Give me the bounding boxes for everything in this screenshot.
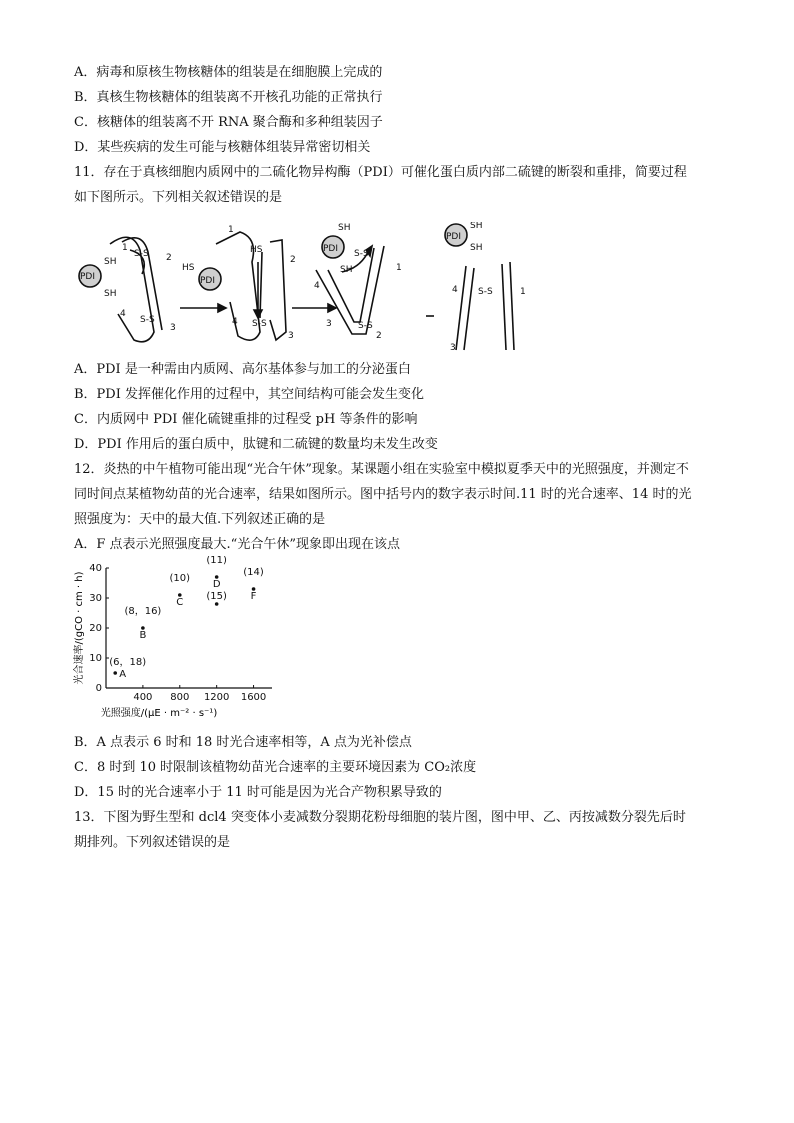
option-11c: C．内质网中 PDI 催化硫键重排的过程受 pH 等条件的影响 xyxy=(74,412,418,427)
question-11-stem-line2: 如下图所示。下列相关叙述错误的是 xyxy=(74,190,283,205)
chart-point-time-label: (10) xyxy=(169,573,191,584)
ss-label-1b: S-S xyxy=(140,315,155,325)
sh-label-4b: SH xyxy=(470,243,483,253)
num-1-panel3: 1 xyxy=(396,263,402,273)
pdi-label-1: PDI xyxy=(80,272,96,282)
chart-point-time-label: (6，18) xyxy=(109,657,147,668)
num-2-panel2: 2 xyxy=(290,255,296,265)
option-10a: A．病毒和原核生物核糖体的组装是在细胞膜上完成的 xyxy=(74,65,383,80)
question-11-stem-line1: 11．存在于真核细胞内质网中的二硫化物异构酶（PDI）可催化蛋白质内部二硫键的断裂和重排，简要过程 xyxy=(74,165,687,180)
chart-point-letter: B xyxy=(139,630,147,641)
chart-x-tick-label: 1200 xyxy=(203,692,230,703)
chart-point xyxy=(215,602,219,606)
option-11d: D．PDI 作用后的蛋白质中，肽键和二硫键的数量均未发生改变 xyxy=(74,437,438,452)
photosynthesis-chart xyxy=(70,556,300,726)
ss-label-3b: S-S xyxy=(358,321,373,331)
ss-label-4: S-S xyxy=(478,287,493,297)
chart-x-tick-label: 800 xyxy=(170,692,190,703)
sh-label-1a: SH xyxy=(104,257,117,267)
chart-point-letter: F xyxy=(250,591,257,602)
question-12-stem-line3: 照强度为：天中的最大值.下列叙述正确的是 xyxy=(74,512,326,527)
chart-point-letter: A xyxy=(119,669,127,680)
hs-label-2b: HS xyxy=(250,245,263,255)
num-3-panel1: 3 xyxy=(170,323,176,333)
question-13-stem-line1: 13．下图为野生型和 dcl4 突变体小麦减数分裂期花粉母细胞的装片图，图中甲、乙、丙按减数分裂先后时 xyxy=(74,810,686,825)
chart-point-time-label: (11) xyxy=(206,556,227,566)
option-11a: A．PDI 是一种需由内质网、高尔基体参与加工的分泌蛋白 xyxy=(74,362,411,377)
chart-point-time-label: (14) xyxy=(243,567,264,578)
ss-label-1a: S-S xyxy=(134,249,149,259)
chart-point xyxy=(113,671,117,675)
num-4-panel4: 4 xyxy=(452,285,458,295)
num-4-panel3: 4 xyxy=(314,281,320,291)
pdi-label-2: PDI xyxy=(200,276,216,286)
pdi-process-diagram xyxy=(70,222,570,354)
num-1-panel1: 1 xyxy=(122,243,128,253)
chart-y-tick-label: 30 xyxy=(89,593,102,604)
chart-y-axis-label: 光合速率/(gCO · cm · h) xyxy=(74,571,85,685)
option-12d: D．15 时的光合速率小于 11 时可能是因为光合产物积累导致的 xyxy=(74,785,442,800)
num-3-panel4: 3 xyxy=(450,343,456,353)
chart-y-tick-label: 10 xyxy=(89,653,102,664)
chart-point-time-label: (15) xyxy=(206,591,227,602)
chart-point-letter: C xyxy=(176,597,184,608)
chart-y-tick-label: 40 xyxy=(89,563,102,574)
ss-label-3a: S-S xyxy=(354,249,369,259)
sh-label-4a: SH xyxy=(470,222,483,231)
option-10d: D．某些疾病的发生可能与核糖体组装异常密切相关 xyxy=(74,140,371,155)
chart-x-tick-label: 1600 xyxy=(240,692,267,703)
chart-x-axis-label: 光照强度/(μE · m⁻² · s⁻¹) xyxy=(100,708,218,719)
option-10b: B．真核生物核糖体的组装离不开核孔功能的正常执行 xyxy=(74,90,383,105)
sh-label-3: SH xyxy=(338,223,351,233)
chart-y-tick-label: 0 xyxy=(95,683,102,694)
option-10c: C．核糖体的组装离不开 RNA 聚合酶和多种组装因子 xyxy=(74,115,383,130)
ss-label-2: S-S xyxy=(252,319,267,329)
num-3-panel3: 3 xyxy=(326,319,332,329)
option-12b: B．A 点表示 6 时和 18 时光合速率相等，A 点为光补偿点 xyxy=(74,735,412,750)
num-2-panel3: 2 xyxy=(376,331,382,341)
question-13-stem-line2: 期排列。下列叙述错误的是 xyxy=(74,835,231,850)
hs-label-2: HS xyxy=(182,263,195,273)
num-4-panel2: 4 xyxy=(232,317,238,327)
num-4-panel1: 4 xyxy=(120,309,126,319)
option-12a: A．F 点表示光照强度最大.“光合午休”现象即出现在该点 xyxy=(74,537,400,552)
option-12c: C．8 时到 10 时限制该植物幼苗光合速率的主要环境因素为 CO₂浓度 xyxy=(74,760,477,775)
num-3-panel2: 3 xyxy=(288,331,294,341)
pdi-label-4: PDI xyxy=(446,232,462,242)
sh-label-3b: SH xyxy=(340,265,353,275)
chart-x-tick-label: 400 xyxy=(133,692,153,703)
chart-point-time-label: (8，16) xyxy=(124,606,162,617)
pdi-label-3: PDI xyxy=(323,244,339,254)
option-11b: B．PDI 发挥催化作用的过程中，其空间结构可能会发生变化 xyxy=(74,387,424,402)
question-12-stem-line1: 12．炎热的中午植物可能出现“光合午休”现象。某课题小组在实验室中模拟夏季天中的光照强度，并测定不 xyxy=(74,462,689,477)
num-2-panel1: 2 xyxy=(166,253,172,263)
num-1-panel4: 1 xyxy=(520,287,526,297)
num-1-panel2: 1 xyxy=(228,225,234,235)
chart-y-tick-label: 20 xyxy=(89,623,102,634)
chart-point-letter: D xyxy=(212,579,221,590)
question-12-stem-line2: 同时间点某植物幼苗的光合速率，结果如图所示。图中括号内的数字表示时间.11 时的光合速率、14 时的光 xyxy=(74,487,692,502)
sh-label-1b: SH xyxy=(104,289,117,299)
